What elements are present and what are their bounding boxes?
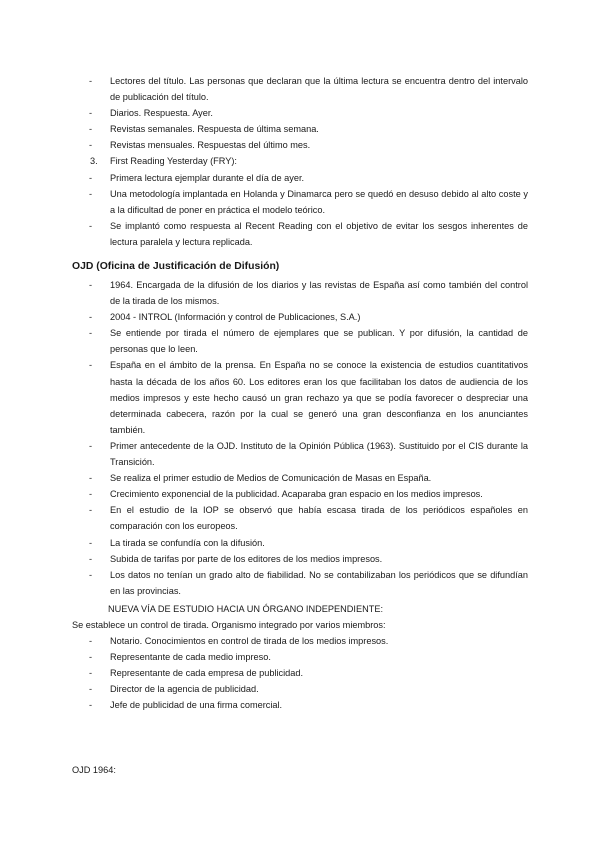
list-item [0,137,600,153]
list-item [0,502,600,534]
list-item-text: Diarios. Respuesta. Ayer. [110,108,213,119]
list-item-text: 2004 - INTROL (Información y control de Publicaciones, S.A.) [110,312,361,323]
list-item [0,277,600,309]
list-item-text: Se implantó como respuesta al Recent Reading con el objetivo de evitar los sesgos inherentes de lectura paralela y lectura replicada. [110,220,528,247]
list-item-text: Subida de tarifas por parte de los editores de los medios impresos. [110,553,383,564]
bullet-marker: - [89,360,93,371]
list-item [0,535,600,551]
bullet-marker: - [89,280,93,290]
list-item [0,697,600,713]
list-item-text: Una metodología implantada en Holanda y Dinamarca pero se quedó en desuso debido al alto coste y a la dificultad de poner en práctica el modelo teórico. [110,188,528,215]
list-item-text: España en el ámbito de la prensa. En España no se conoce la existencia de estudios cuantitativos hasta la década de los años 60. Los editores eran los que facilitaban los datos de audiencia de los medios impresos y este hecho causó un gran rechazo ya que se podía favorecer o despreciar una determinada cabecera, razón por la cual se generó una gran desconfianza en los anunciantes también. [110,360,528,435]
list-item [0,681,600,697]
list-item [0,486,600,502]
list-item [0,567,600,599]
list-item-text: Revistas mensuales. Respuestas del último mes. [110,140,311,151]
number-marker: 3. [90,156,98,167]
subsection-title: NUEVA VÍA DE ESTUDIO HACIA UN ÓRGANO INDEPENDIENTE: [108,604,383,614]
bullet-marker: - [89,312,93,323]
bullet-marker: - [89,124,93,135]
bullet-marker: - [89,108,93,119]
ojd-1964-heading: OJD 1964: [72,765,116,775]
bullet-marker: - [89,553,93,564]
ojd-list [0,277,600,599]
list-item [0,73,600,105]
list-item-text: Representante de cada empresa de publicidad. [110,668,304,679]
list-item-text: Revistas semanales. Respuesta de última semana. [110,124,319,135]
bullet-marker: - [89,668,93,679]
bullet-marker: - [89,700,93,711]
list-item-text: 1964. Encargada de la difusión de los diarios y las revistas de España así como también del control de la tirada de los mismos. [110,280,528,307]
list-item [0,170,600,186]
bullet-marker: - [89,172,93,183]
bullet-marker: - [89,537,93,548]
list-item-text: Lectores del título. Las personas que declaran que la última lectura se encuentra dentro del intervalo de publicación del título. [110,76,528,103]
list-item [0,121,600,137]
bullet-marker: - [89,473,93,484]
list-item [0,665,600,681]
subsection-intro: Se establece un control de tirada. Organismo integrado por varios miembros: [72,620,386,630]
list-item [0,218,600,250]
bullet-marker: - [89,188,93,199]
section-heading: OJD (Oficina de Justificación de Difusión) [72,261,280,272]
list-item [0,309,600,325]
list-item-text: Primer antecedente de la OJD. Instituto de la Opinión Pública (1963). Sustituido por el CIS durante la Transición. [110,440,528,468]
list-item-text: La tirada se confundía con la difusión. [110,537,265,548]
list-item [0,438,600,470]
bullet-marker: - [89,684,93,695]
bullet-marker: - [89,220,93,231]
list-item [0,186,600,218]
list-item [0,470,600,486]
bullet-marker: - [89,636,93,646]
list-item-text: Se realiza el primer estudio de Medios de Comunicación de Masas en España. [110,473,432,484]
list-item-text: Notario. Conocimientos en control de tirada de los medios impresos. [110,636,389,646]
bullet-marker: - [89,440,93,451]
list-item-text: Los datos no tenían un grado alto de fiabilidad. No se contabilizaban los periódicos que se difundían en las provincias. [110,569,528,596]
bullet-marker: - [89,76,93,86]
list-item-text: Se entiende por tirada el número de ejemplares que se publican. Y por difusión, la cantidad de personas que lo leen. [110,328,528,355]
list-item [0,633,600,649]
bullet-marker: - [89,652,93,663]
list-item-text: Primera lectura ejemplar durante el día de ayer. [110,172,305,183]
bullet-marker: - [89,328,93,339]
list-item-text: Representante de cada medio impreso. [110,652,271,663]
bullet-marker: - [89,569,93,580]
list-item-text: En el estudio de la IOP se observó que había escasa tirada de los periódicos españoles en comparación con los europeos. [110,505,528,532]
list-item [0,325,600,357]
reading-list [0,73,600,250]
list-item-text: Director de la agencia de publicidad. [110,684,259,695]
list-item-text: Jefe de publicidad de una firma comercial. [110,700,283,711]
list-item [0,153,600,169]
list-item-text: Crecimiento exponencial de la publicidad. Acaparaba gran espacio en los medios impresos. [110,489,483,500]
bullet-marker: - [89,489,93,500]
bullet-marker: - [89,505,93,516]
bullet-marker: - [89,140,93,151]
members-list [0,633,600,713]
list-item [0,357,600,437]
list-item [0,105,600,121]
list-item [0,551,600,567]
list-item-text: First Reading Yesterday (FRY): [110,156,237,167]
list-item [0,649,600,665]
